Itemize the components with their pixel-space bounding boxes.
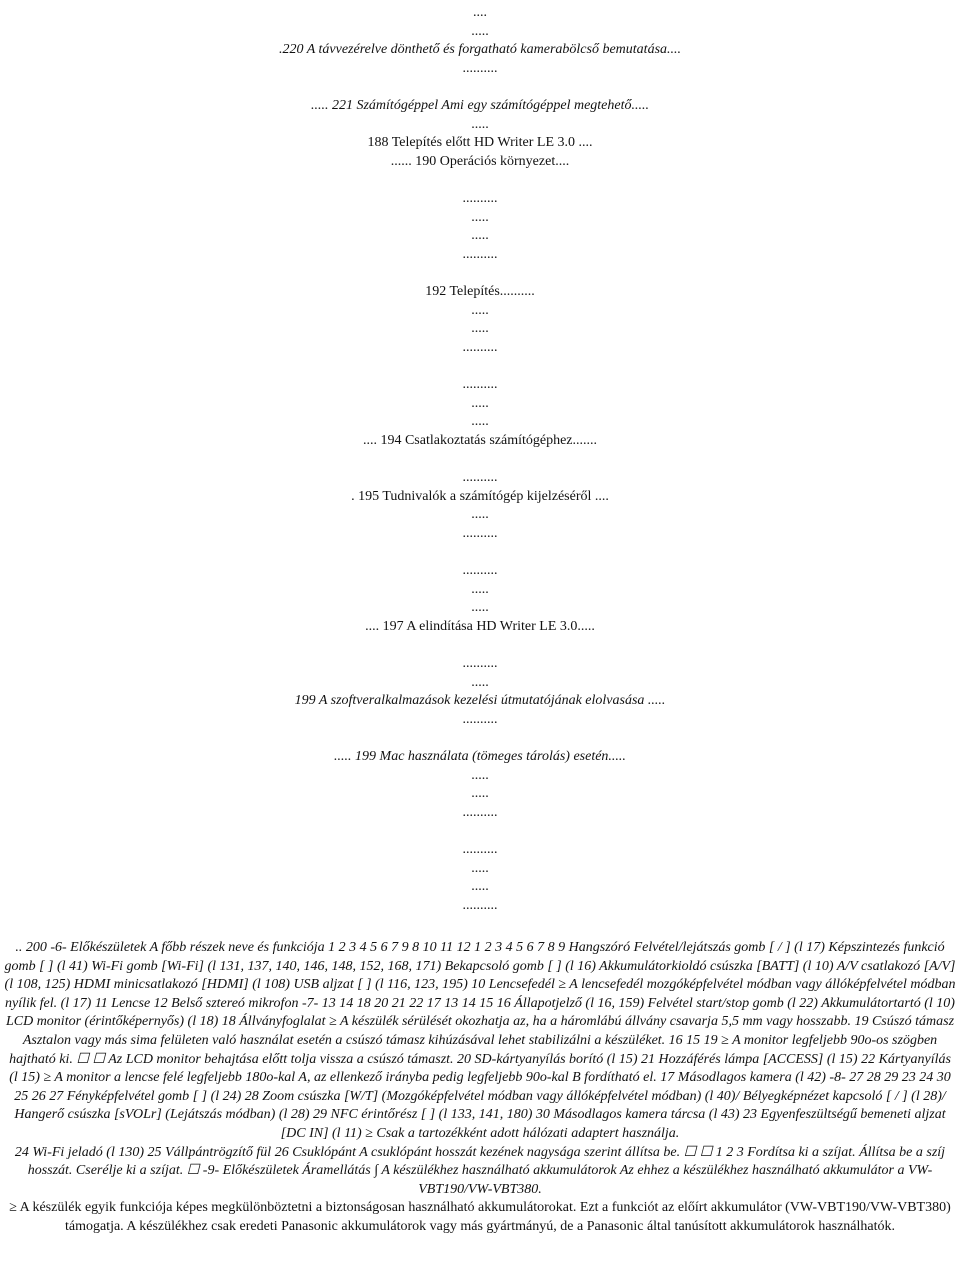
toc-line: ..... [471,879,489,895]
toc-line: .... 197 A elindítása HD Writer LE 3.0..... [365,618,595,634]
toc-line: .......... [462,711,498,727]
toc-line: 188 Telepítés előtt HD Writer LE 3.0 .... [367,135,593,151]
toc-line: .220 A távvezérelve dönthető és forgatható kamerabölcső bemutatása.... [278,42,682,58]
toc-line: ..... 199 Mac használata (tömeges tárolás) esetén..... [334,749,626,764]
toc-line: .......... [462,897,498,913]
body-paragraph-1: .. 200 -6- Előkészületek A főbb részek neve és funkciója 1 2 3 4 5 6 7 9 8 10 11 12 1 2 3 4 5 6 7 8 9 Hangszóró Felvétel/lejátszás gomb [ / ] (l 17) Képszintezés funkció gomb [ ] (l 41) Wi-Fi gomb [Wi-Fi] (l 131, 137, 140, 146, 148, 152, 168, 171) Bekapcsoló gomb [ ] (l 16) Akkumulátorkioldó csúszka [BATT] (l 10) A/V csatlakozó [A/V] (l 108, 125) HDMI minicsatlakozó [HDMI] (l 108) USB aljzat [ ] (l 116, 123, 195) 10 Lencsefedél ≥ A lencsefedél mozgóképfelvétel módban vagy állóképfelvétel módban nyílik fel. (l 17) 11 Lencse 12 Belső sztereó mikrofon -7- 13 14 18 20 21 22 17 13 14 15 16 Állapotjelző (l 16, 159) Felvétel start/stop gomb (l 22) Akkumulátortartó (l 10) LCD monitor (érintőképernyős) (l 18) 18 Állványfoglalat ≥ A készülék sérülését okozhatja az, ha a háromlábú állvány csavarja 5,5 mm vagy hosszabb. 19 Csúszó támasz Asztalon vagy más sima felületen való használat esetén a csúszó támasz kihúzásával lehet stabilizálni a készüléket. 16 15 19 ≥ A monitor legfeljebb 90o-os szögben hajtható ki. ☐ ☐ Az LCD monitor behajtása előtt tolja vissza a csúszó támaszt. 20 SD-kártyanyílás borító (l 15) 21 Hozzáférés lámpa [ACCESS] (l 15) 22 Kártyanyílás (l 15) ≥ A monitor a lencse felé legfeljebb 180o-kal A, az ellenkező irányba pedig legfeljebb 90o-kal B fordítható el. 17 Másodlagos kamera (l 42) -8- 27 28 29 23 24 30 25 26 27 Fényképfelvétel gomb [ ] (l 24) 28 Zoom csúszka [W/T] (Mozgóképfelvétel módban vagy állóképfelvétel módban) (l 40)/ Bélyegképnézet kapcsoló [ / ] (l 28)/ Hangerő csúszka [sVOLr] (Lejátszás módban) (l 28) 29 NFC érintőrész [ ] (l 133, 141, 180) 30 Másodlagos kamera tárcsa (l 43) 23 Egyenfeszültségű bemeneti aljzat [DC IN] (l 11) ≥ Csak a tartozékként adott hálózati adaptert használja. [4,940,956,1141]
toc-line: ..... [471,209,489,225]
toc-line: ..... [471,767,489,783]
toc-line: .......... [462,525,498,541]
toc-line: .... [473,5,487,20]
body-text [4,939,956,1237]
toc-line: .......... [462,804,498,820]
toc-line: . 195 Tudnivalók a számítógép kijelzéséről .... [351,488,609,504]
toc-line: ...... 190 Operációs környezet.... [390,153,570,169]
toc-line: ..... [471,395,489,411]
toc-line: .......... [462,246,498,262]
toc-line: ..... [471,600,489,616]
body-paragraph-3: ≥ A készülék egyik funkciója képes megkülönböztetni a biztonságosan használható akkumulátorokat. Ezt a funkciót az előírt akkumulátor (VW-VBT190/VW-VBT380) támogatja. A készülékhez csak eredeti Panasonic akkumulátorok vagy más gyártmányú, de a Panasonic által tanúsított akkumulátorok használhatók. [9,1200,951,1234]
toc-line: ..... 221 Számítógéppel Ami egy számítógéppel megtehető..... [310,98,650,113]
toc-line: .... 194 Csatlakoztatás számítógéphez....... [362,432,598,448]
toc-line: .......... [462,377,498,392]
toc-line: ..... [471,228,489,244]
toc-line: .......... [462,60,498,76]
toc-line: ..... [471,116,489,132]
toc-line: ..... [471,23,489,39]
toc-line: ..... [471,302,489,318]
toc-line: ..... [471,507,489,523]
body-paragraph-2: 24 Wi-Fi jeladó (l 130) 25 Vállpántrögzítő fül 26 Csuklópánt A csuklópánt hosszát kezének nagysága szerint állítsa be. ☐ ☐ 1 2 3 Fordítsa ki a szíjat. Állítsa be a szíj hosszát. Cserélje ki a szíjat. ☐ -9- Előkészületek Áramellátás ∫ A készülékhez használható akkumulátorok Az ehhez a készülékhez használható akkumulátor a VW-VBT190/VW-VBT380. [14,1144,946,1197]
toc-line: .......... [462,842,498,857]
toc-line: .......... [462,656,498,671]
toc-line: 199 A szoftveralkalmazások kezelési útmutatójának elolvasása ..... [294,693,666,709]
toc-line: .......... [462,191,498,206]
toc-line: ..... [471,674,489,690]
toc-line: .......... [462,339,498,355]
toc-line: ..... [471,414,489,430]
toc-line: ..... [471,786,489,802]
toc-line: 192 Telepítés.......... [425,284,535,299]
toc-line: .......... [462,470,498,485]
toc-line: ..... [471,321,489,337]
toc-line: .......... [462,563,498,578]
toc-line: ..... [471,581,489,597]
toc-line: ..... [471,860,489,876]
